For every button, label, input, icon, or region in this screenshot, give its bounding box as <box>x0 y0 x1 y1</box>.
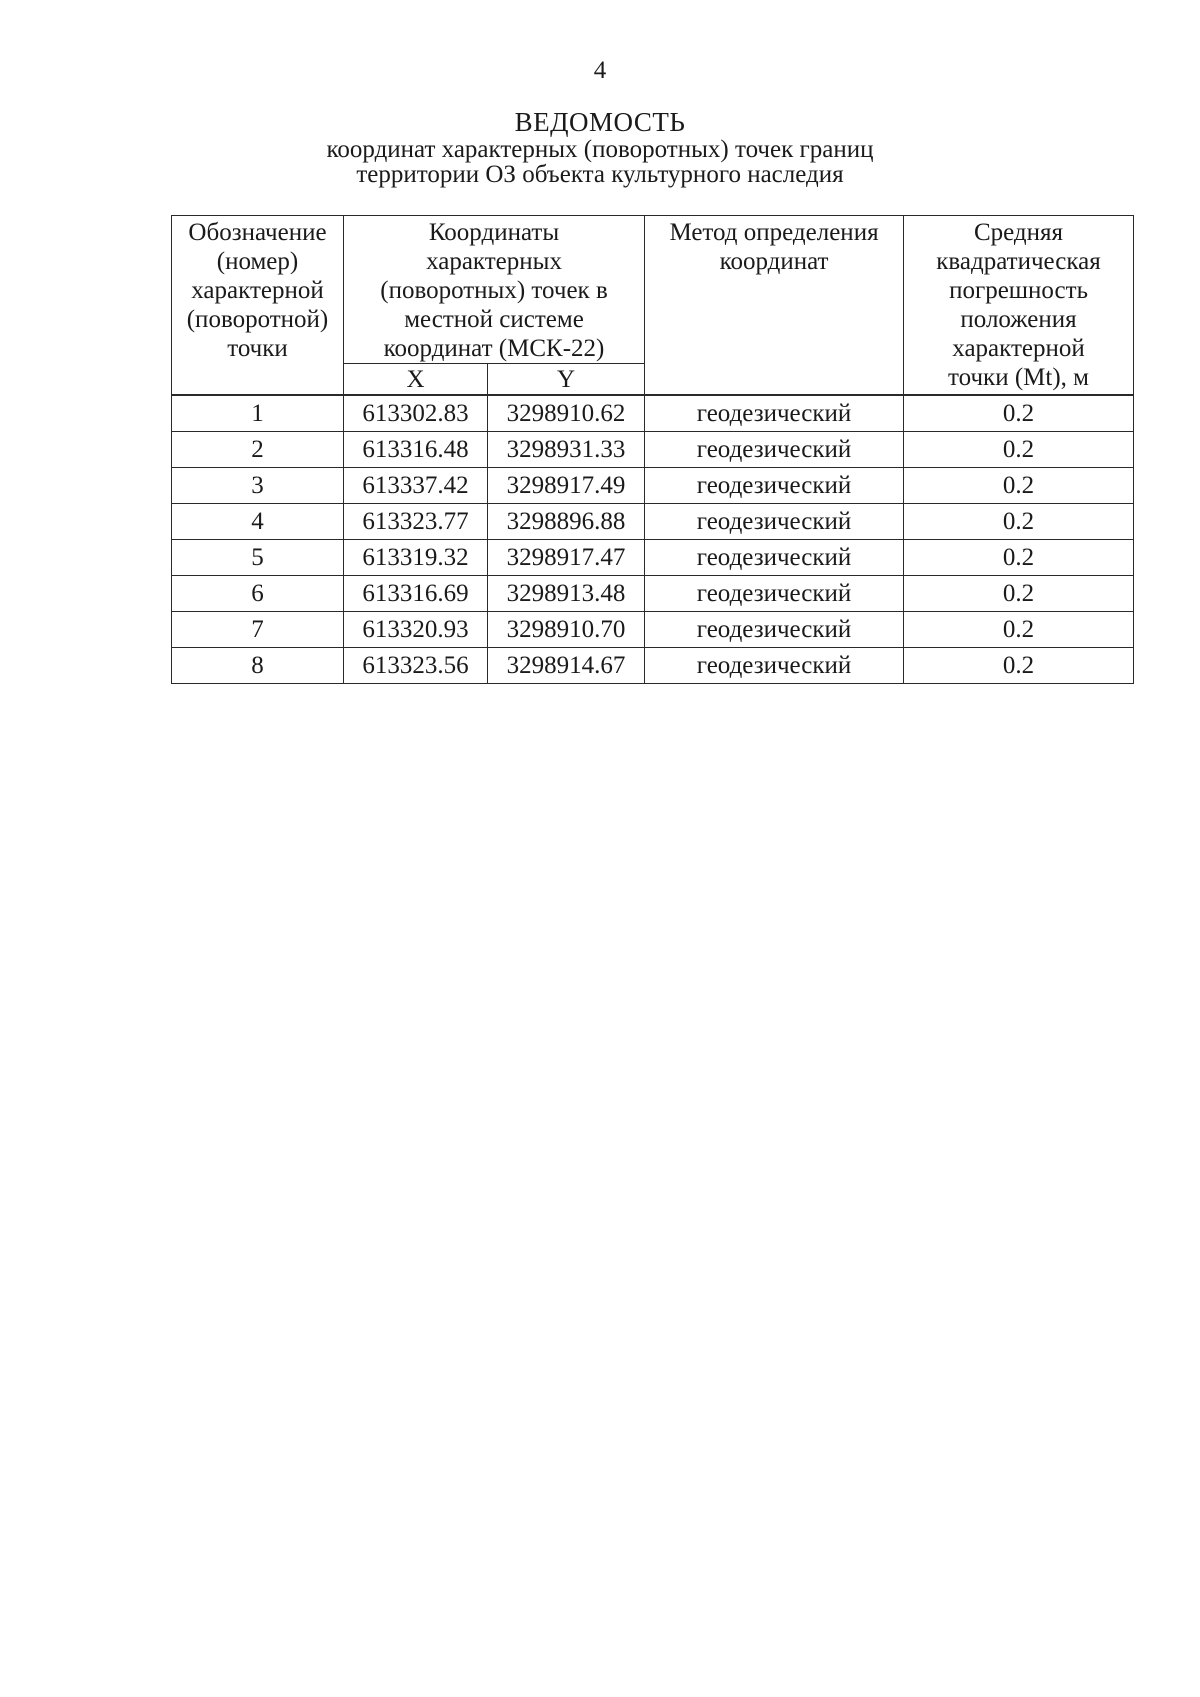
cell-point-number: 1 <box>172 395 344 432</box>
document-subtitle-line-1: координат характерных (поворотных) точек границ <box>326 136 874 163</box>
header-coordinates: Координаты характерных (поворотных) точек в местной системе координат (МСК-22) <box>344 216 645 364</box>
header-point-number: Обозначение (номер) характерной (поворотной) точки <box>172 216 344 396</box>
document-title: ВЕДОМОСТЬ <box>514 107 686 137</box>
cell-x: 613323.77 <box>344 504 488 540</box>
table-row <box>172 612 1134 648</box>
cell-y: 3298910.62 <box>488 395 645 432</box>
cell-method: геодезический <box>645 612 904 648</box>
table-row <box>172 504 1134 540</box>
cell-mt: 0.2 <box>904 612 1134 648</box>
cell-method: геодезический <box>645 540 904 576</box>
header-y: Y <box>488 364 645 396</box>
table-row <box>172 395 1134 432</box>
cell-x: 613323.56 <box>344 648 488 684</box>
cell-y: 3298913.48 <box>488 576 645 612</box>
header-method: Метод определения координат <box>645 216 904 396</box>
cell-y: 3298931.33 <box>488 432 645 468</box>
cell-point-number: 5 <box>172 540 344 576</box>
header-x: X <box>344 364 488 396</box>
cell-y: 3298896.88 <box>488 504 645 540</box>
cell-point-number: 2 <box>172 432 344 468</box>
cell-mt: 0.2 <box>904 395 1134 432</box>
cell-point-number: 4 <box>172 504 344 540</box>
coordinates-table <box>171 215 1134 684</box>
table-row <box>172 576 1134 612</box>
table-row <box>172 468 1134 504</box>
cell-mt: 0.2 <box>904 468 1134 504</box>
cell-mt: 0.2 <box>904 504 1134 540</box>
document-heading <box>0 107 1200 187</box>
cell-x: 613319.32 <box>344 540 488 576</box>
cell-method: геодезический <box>645 648 904 684</box>
cell-point-number: 3 <box>172 468 344 504</box>
cell-method: геодезический <box>645 468 904 504</box>
cell-point-number: 8 <box>172 648 344 684</box>
cell-point-number: 7 <box>172 612 344 648</box>
cell-method: геодезический <box>645 576 904 612</box>
cell-y: 3298914.67 <box>488 648 645 684</box>
cell-y: 3298917.49 <box>488 468 645 504</box>
cell-y: 3298917.47 <box>488 540 645 576</box>
cell-method: геодезический <box>645 432 904 468</box>
cell-y: 3298910.70 <box>488 612 645 648</box>
cell-x: 613302.83 <box>344 395 488 432</box>
cell-point-number: 6 <box>172 576 344 612</box>
cell-x: 613316.48 <box>344 432 488 468</box>
cell-method: геодезический <box>645 395 904 432</box>
document-subtitle-line-2: территории ОЗ объекта культурного наследия <box>356 161 844 188</box>
cell-method: геодезический <box>645 504 904 540</box>
cell-x: 613320.93 <box>344 612 488 648</box>
table-row <box>172 432 1134 468</box>
header-mean-square-error: Средняя квадратическая погрешность положения характерной точки (Mt), м <box>904 216 1134 396</box>
table-row <box>172 648 1134 684</box>
cell-mt: 0.2 <box>904 648 1134 684</box>
page-number: 4 <box>593 57 607 84</box>
table-row <box>172 540 1134 576</box>
cell-x: 613316.69 <box>344 576 488 612</box>
cell-mt: 0.2 <box>904 432 1134 468</box>
cell-mt: 0.2 <box>904 540 1134 576</box>
cell-mt: 0.2 <box>904 576 1134 612</box>
cell-x: 613337.42 <box>344 468 488 504</box>
